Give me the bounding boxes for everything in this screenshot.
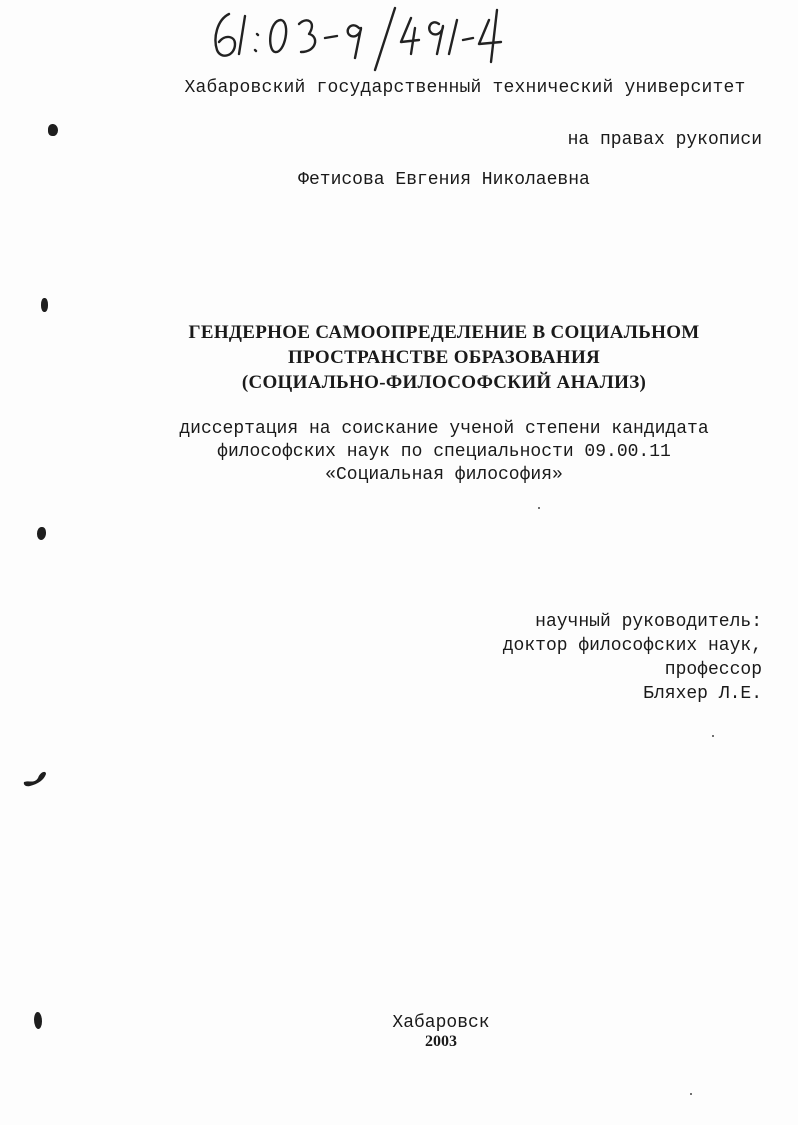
supervisor-line: Бляхер Л.Е.	[643, 684, 762, 704]
supervisor-line: профессор	[664, 660, 762, 680]
city: Хабаровск	[392, 1013, 490, 1033]
manuscript-note: на правах рукописи	[567, 130, 762, 150]
scan-speck	[690, 1093, 692, 1095]
title-line: ГЕНДЕРНОЕ САМООПРЕДЕЛЕНИЕ В СОЦИАЛЬНОМ	[188, 322, 700, 343]
title-line: (СОЦИАЛЬНО-ФИЛОСОФСКИЙ АНАЛИЗ)	[241, 372, 647, 393]
scan-speck	[538, 507, 540, 509]
scan-blot	[48, 124, 58, 136]
title-line: ПРОСТРАНСТВЕ ОБРАЗОВАНИЯ	[287, 347, 601, 368]
scan-blot	[34, 1012, 42, 1029]
university-name: Хабаровский государственный технический университет	[184, 78, 746, 98]
scan-blot	[37, 527, 46, 540]
supervisor-line: доктор философских наук,	[502, 636, 762, 656]
handwritten-archive-number	[205, 6, 515, 72]
description-line: философских наук по специальности 09.00.11	[217, 442, 671, 462]
scan-blot	[22, 766, 48, 788]
dissertation-description	[0, 418, 798, 487]
scan-blot	[41, 298, 48, 312]
author-name: Фетисова Евгения Николаевна	[298, 170, 590, 190]
supervisor-block	[503, 610, 762, 706]
description-line: диссертация на соискание ученой степени кандидата	[179, 419, 709, 439]
supervisor-line: научный руководитель:	[535, 612, 762, 632]
year: 2003	[425, 1033, 457, 1050]
description-line: «Социальная философия»	[325, 465, 563, 485]
scan-speck	[712, 735, 714, 737]
dissertation-title	[0, 320, 798, 395]
